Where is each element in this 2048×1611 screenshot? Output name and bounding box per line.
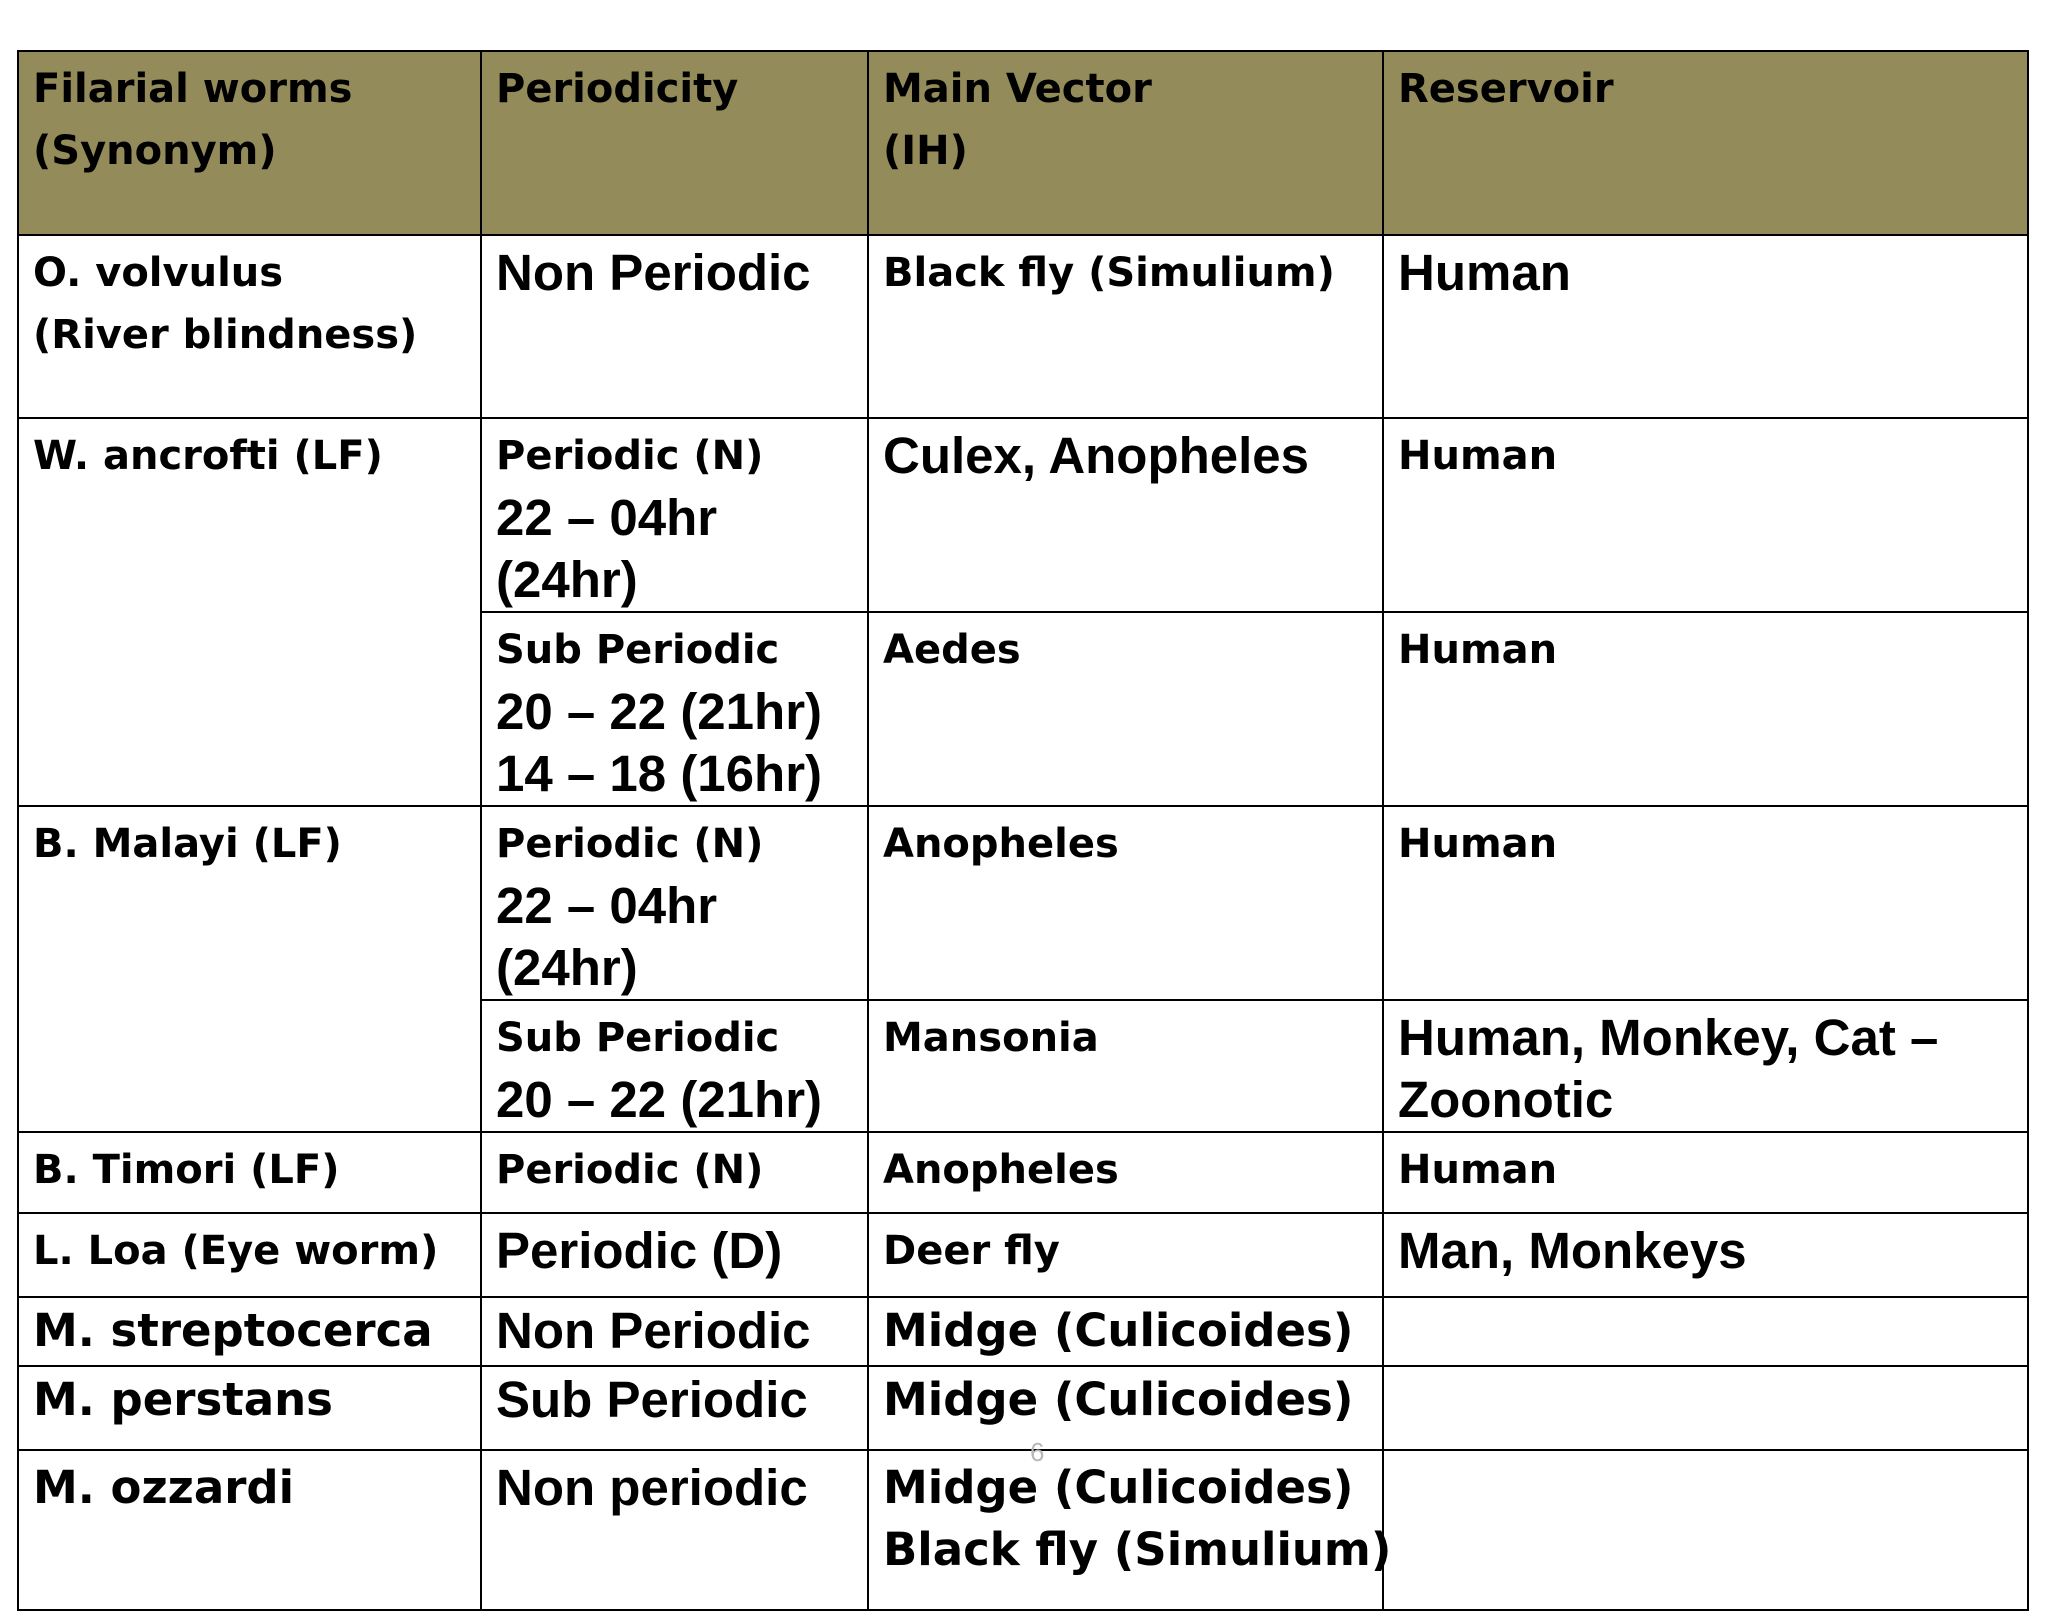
cell-worm: M. perstans — [18, 1366, 481, 1450]
cell-reservoir: Human — [1383, 806, 2028, 1000]
cell-worm: B. Malayi (LF) — [18, 806, 481, 1132]
cell-reservoir: Man, Monkeys — [1383, 1213, 2028, 1297]
table-row — [18, 806, 2028, 1000]
cell-periodicity: Periodic (N) 22 – 04hr (24hr) — [481, 418, 868, 612]
cell-reservoir: Human — [1383, 235, 2028, 418]
table-row — [18, 1297, 2028, 1366]
cell-periodicity: Non Periodic — [481, 1297, 868, 1366]
cell-worm: L. Loa (Eye worm) — [18, 1213, 481, 1297]
filarial-table-container — [17, 50, 2027, 1576]
cell-vector: Anopheles — [868, 1132, 1383, 1213]
cell-reservoir — [1383, 1366, 2028, 1450]
cell-periodicity: Periodic (D) — [481, 1213, 868, 1297]
page-number: 6 — [1030, 1437, 1045, 1467]
cell-periodicity: Non Periodic — [481, 235, 868, 418]
table-row — [18, 1366, 2028, 1450]
cell-reservoir — [1383, 1297, 2028, 1366]
table-row — [18, 1132, 2028, 1213]
cell-worm: O. volvulus (River blindness) — [18, 235, 481, 418]
cell-vector: Mansonia — [868, 1000, 1383, 1132]
table-header-row — [18, 51, 2028, 235]
cell-reservoir: Human, Monkey, Cat – Zoonotic — [1383, 1000, 2028, 1132]
cell-vector: Black fly (Simulium) — [868, 235, 1383, 418]
table-row — [18, 235, 2028, 418]
header-periodicity: Periodicity — [481, 51, 868, 235]
cell-reservoir — [1383, 1450, 2028, 1610]
cell-vector: Anopheles — [868, 806, 1383, 1000]
cell-worm: B. Timori (LF) — [18, 1132, 481, 1213]
cell-vector: Midge (Culicoides) Black fly (Simulium) — [868, 1450, 1383, 1610]
cell-vector: Culex, Anopheles — [868, 418, 1383, 612]
table-row — [18, 1213, 2028, 1297]
header-reservoir: Reservoir — [1383, 51, 2028, 235]
cell-periodicity: Non periodic — [481, 1450, 868, 1610]
header-filarial-worms: Filarial worms (Synonym) — [18, 51, 481, 235]
cell-periodicity: Periodic (N) — [481, 1132, 868, 1213]
cell-periodicity: Sub Periodic — [481, 1366, 868, 1450]
cell-worm: M. streptocerca — [18, 1297, 481, 1366]
cell-worm: W. ancrofti (LF) — [18, 418, 481, 806]
table-row — [18, 418, 2028, 612]
cell-vector: Midge (Culicoides) — [868, 1366, 1383, 1450]
cell-worm: M. ozzardi — [18, 1450, 481, 1610]
header-main-vector: Main Vector (IH) — [868, 51, 1383, 235]
cell-vector: Midge (Culicoides) — [868, 1297, 1383, 1366]
cell-reservoir: Human — [1383, 418, 2028, 612]
cell-periodicity: Sub Periodic 20 – 22 (21hr) — [481, 1000, 868, 1132]
cell-periodicity: Sub Periodic 20 – 22 (21hr) 14 – 18 (16hr) — [481, 612, 868, 806]
table-row — [18, 1450, 2028, 1610]
filarial-worms-table — [17, 50, 2029, 1611]
cell-reservoir: Human — [1383, 1132, 2028, 1213]
cell-vector: Deer fly — [868, 1213, 1383, 1297]
cell-vector: Aedes — [868, 612, 1383, 806]
cell-periodicity: Periodic (N) 22 – 04hr (24hr) — [481, 806, 868, 1000]
cell-reservoir: Human — [1383, 612, 2028, 806]
